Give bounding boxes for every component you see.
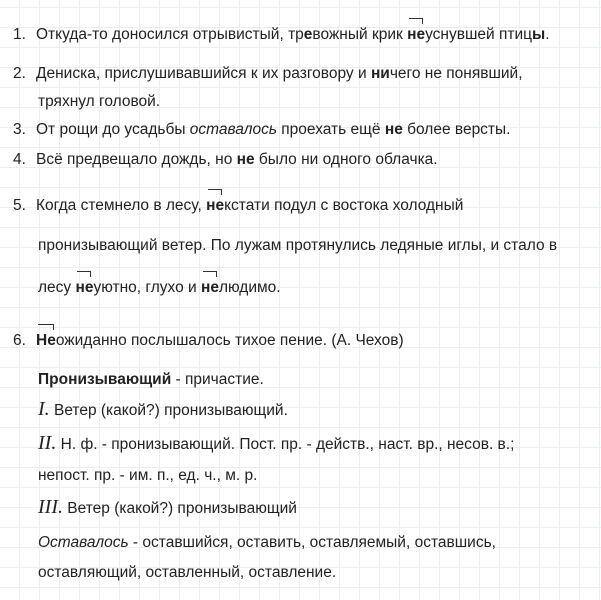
analysis-part-1: I. Ветер (какой?) пронизывающий.: [38, 398, 288, 420]
sentence-4: Всё предвещало дождь, но не было ни одного облачка.: [36, 151, 438, 168]
item-number: 5.: [13, 197, 26, 214]
item-number: 6.: [13, 332, 26, 349]
roman-numeral: I.: [38, 398, 50, 420]
sentence-5-line-2: пронизывающий ветер. По лужам протянулись ледяные иглы, и стало в: [38, 237, 558, 254]
item-number: 2.: [13, 65, 26, 82]
item-number: 4.: [13, 151, 26, 168]
analysis-part-2: II. Н. ф. - пронизывающий. Пост. пр. - действ., наст. вр., несов. в.;: [38, 432, 515, 454]
morpheme-prefix-mark: не: [200, 279, 219, 296]
morpheme-prefix-mark: Не: [36, 332, 56, 349]
roman-numeral: III.: [38, 496, 63, 518]
analysis-heading: Пронизывающий - причастие.: [38, 371, 264, 388]
sentence-3: От рощи до усадьбы оставалось проехать ещё не более версты.: [36, 121, 511, 138]
morpheme-prefix-mark: не: [75, 279, 94, 296]
analysis-part-3: III. Ветер (какой?) пронизывающий: [38, 496, 297, 518]
word-forms-line-2: оставляющий, оставленный, оставление.: [38, 564, 337, 581]
sentence-2-line-2: тряхнул головой.: [38, 93, 161, 110]
item-number: 1.: [13, 26, 26, 43]
sentence-5: Когда стемнело в лесу, некстати подул с востока холодный: [36, 197, 464, 214]
morpheme-prefix-mark: не: [206, 197, 225, 214]
sentence-6: Неожиданно послышалось тихое пение. (А. Чехов): [36, 332, 404, 349]
word-forms: Оставалось - оставшийся, оставить, оставляемый, оставшись,: [38, 534, 496, 551]
sentence-1: Откуда-то доносился отрывистый, тревожный крик неуснувшей птицы.: [36, 26, 550, 43]
analysis-part-2-line-2: непост. пр. - им. п., ед. ч., м. р.: [38, 467, 258, 484]
item-number: 3.: [13, 121, 26, 138]
sentence-2: Дениска, прислушивавшийся к их разговору и ничего не понявший,: [36, 65, 523, 82]
roman-numeral: II.: [38, 432, 57, 454]
sentence-5-line-3: лесу неуютно, глухо и нелюдимо.: [38, 279, 281, 296]
morpheme-prefix-mark: не: [407, 26, 426, 43]
